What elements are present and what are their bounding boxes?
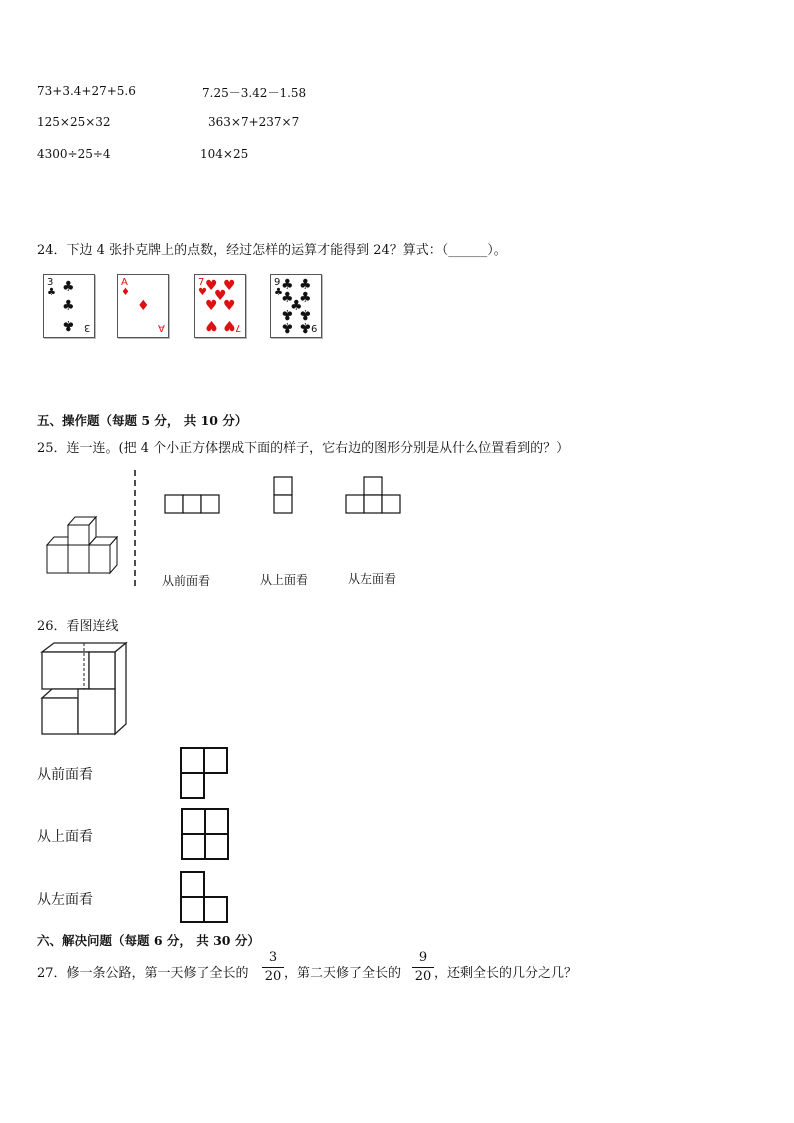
view-shape-square-grid (180, 807, 232, 863)
question-27-part1: 27．修一条公路，第一天修了全长的 (37, 966, 249, 981)
question-27-part2: ，第二天修了全长的 (284, 966, 402, 981)
question-26: 26．看图连线 (37, 619, 119, 634)
question-24: 24．下边 4 张扑克牌上的点数，经过怎样的运算才能得到 24？算式：（______）。 (37, 243, 507, 258)
card-rank: 3 (47, 277, 54, 288)
fraction-denominator: 20 (414, 969, 432, 984)
heart-icon: ♥ (214, 288, 227, 304)
club-icon: ♣ (274, 287, 283, 298)
view-label-front: 从前面看 (162, 574, 211, 588)
card-rank: 7 (198, 277, 205, 288)
playing-card-7-hearts (194, 274, 246, 338)
view-label-left: 从左面看 (37, 892, 93, 908)
calc-item: 7.25－3.42－1.58 (202, 86, 307, 100)
card-rank: 7 (235, 322, 242, 333)
card-rank: A (158, 322, 165, 333)
question-27-part3: ，还剩全长的几分之几？ (434, 966, 578, 981)
view-shape-l-shape (179, 746, 231, 802)
club-icon: ♣ (299, 306, 312, 322)
view-label-front: 从前面看 (37, 767, 93, 783)
calc-item: 73+3.4+27+5.6 (37, 84, 136, 98)
club-icon: ♣ (281, 290, 294, 306)
club-icon: ♣ (281, 306, 294, 322)
fraction-3-20 (262, 950, 284, 985)
view-label-top: 从上面看 (260, 573, 309, 587)
club-icon: ♣ (281, 319, 294, 335)
card-rank: 3 (84, 322, 91, 333)
fraction-bar (412, 967, 434, 968)
calc-item: 4300÷25÷4 (37, 147, 111, 161)
card-rank: 9 (274, 277, 281, 288)
calc-item: 104×25 (200, 147, 249, 161)
club-icon: ♣ (299, 290, 312, 306)
view-shape-t-shape (345, 476, 403, 516)
heart-icon: ♥ (198, 287, 207, 298)
club-icon: ♣ (62, 279, 75, 295)
fraction-numerator: 9 (418, 950, 428, 965)
calc-item: 125×25×32 (37, 115, 111, 129)
club-icon: ♣ (281, 277, 294, 293)
heart-icon: ♥ (223, 278, 236, 294)
view-label-top: 从上面看 (37, 829, 93, 845)
club-icon: ♣ (62, 317, 75, 333)
calc-item: 363×7+237×7 (208, 115, 300, 129)
dashed-divider (130, 470, 140, 588)
club-icon: ♣ (299, 319, 312, 335)
cube-stack-figure (40, 510, 130, 580)
view-label-left: 从左面看 (348, 572, 397, 586)
question-25: 25．连一连。(把 4 个小正方体摆成下面的样子，它右边的图形分别是从什么位置看到的？） (37, 441, 570, 456)
club-icon: ♣ (290, 298, 303, 314)
view-shape-three-in-row (164, 494, 222, 516)
club-icon: ♣ (299, 277, 312, 293)
fraction-numerator: 3 (268, 950, 278, 965)
diamond-icon: ♦ (121, 287, 130, 298)
cube-block-figure (38, 640, 133, 740)
fraction-denominator: 20 (264, 969, 282, 984)
diamond-icon: ♦ (137, 298, 150, 314)
fraction-9-20 (412, 950, 434, 985)
heart-icon: ♥ (205, 317, 218, 333)
heart-icon: ♥ (205, 298, 218, 314)
heart-icon: ♥ (205, 278, 218, 294)
section-title-6: 六、解决问题（每题 6 分， 共 30 分） (37, 933, 260, 948)
card-rank: 9 (311, 322, 318, 333)
heart-icon: ♥ (223, 298, 236, 314)
playing-card-ace-diamonds (117, 274, 169, 338)
fraction-bar (262, 967, 284, 968)
view-shape-reverse-l-shape (179, 870, 231, 926)
view-shape-two-stacked (273, 476, 297, 516)
heart-icon: ♥ (223, 317, 236, 333)
section-title-5: 五、操作题（每题 5 分， 共 10 分） (37, 413, 248, 428)
card-rank: A (121, 277, 128, 288)
club-icon: ♣ (47, 287, 56, 298)
playing-card-9-clubs (270, 274, 322, 338)
playing-card-3-clubs (43, 274, 95, 338)
club-icon: ♣ (62, 298, 75, 314)
